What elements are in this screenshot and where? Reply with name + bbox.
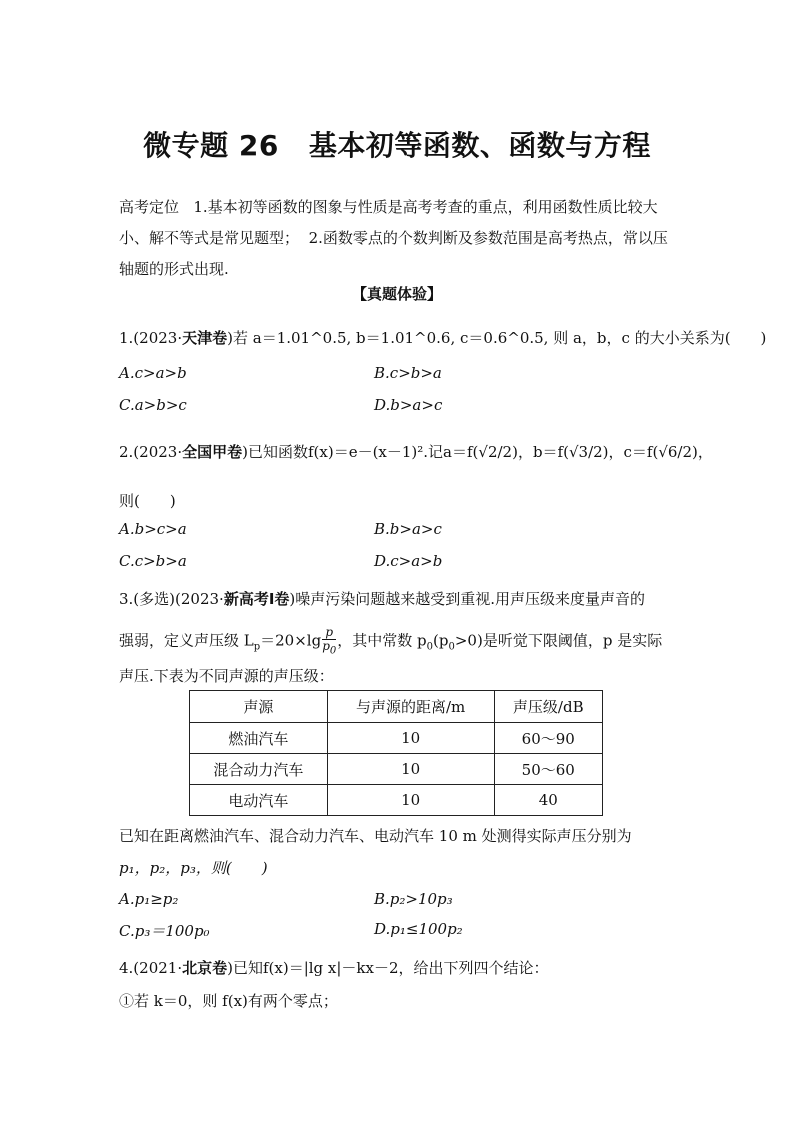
q1-text: )若 a＝1.01^0.5, b＝1.01^0.6, c＝0.6^0.5, 则 a，b，c 的大小关系为( ): [227, 329, 767, 347]
title-main: 基本初等函数、函数与方程: [308, 129, 651, 162]
q3-line-2d: (p: [433, 631, 449, 650]
intro-label: 高考定位: [119, 198, 180, 216]
question-4: [119, 957, 549, 978]
q2-option-b: B.b>a>c: [374, 520, 442, 538]
q3-option-c: C.p₃＝100p₀: [119, 922, 210, 940]
table-row: [190, 785, 603, 816]
q2-tail: 则( ): [119, 492, 176, 510]
table-cell: 40: [494, 785, 602, 816]
q3-line-2a: 强弱，定义声压级 L: [119, 631, 254, 650]
table-header-row: [190, 691, 603, 723]
table-cell: 50～60: [494, 754, 602, 785]
q3-after-1: 已知在距离燃油汽车、混合动力汽车、电动汽车 10 m 处测得实际声压分别为: [119, 827, 632, 845]
q1-option-a: A.c>a>b: [119, 364, 187, 382]
intro-paragraph: [119, 192, 675, 285]
table-cell: 混合动力汽车: [190, 754, 328, 785]
q3-line-2b: ＝20×lg: [260, 631, 322, 650]
q1-option-c: C.a>b>c: [119, 396, 187, 414]
q3-line-2: 强弱，定义声压级 $L_p=20\times\lg$ $\frac{p}{p_0}$ ，其中常数 $p_0(p_0>0)$是听觉下限阈值，p 是实际: [119, 625, 663, 657]
table-cell: 10: [327, 754, 494, 785]
q3-line-2c: ，其中常数 p: [337, 631, 427, 650]
title-prefix: 微专题 26: [143, 129, 279, 162]
q1-option-d: D.b>a>c: [374, 396, 443, 414]
table-row: [190, 754, 603, 785]
q4-number: 4.(2021·: [119, 959, 183, 977]
table-header: 与声源的距离/m: [327, 691, 494, 723]
q2-option-a: A.b>c>a: [119, 520, 187, 538]
q3-line-2f: p 是实际: [602, 631, 663, 650]
q1-option-b: B.c>b>a: [374, 364, 442, 382]
p-over-p0-fraction: $\frac{p}{p_0}$: [322, 625, 337, 657]
table-cell: 燃油汽车: [190, 723, 328, 754]
table-cell: 60～90: [494, 723, 602, 754]
question-2: [119, 441, 713, 462]
section-heading: 【真题体验】: [351, 285, 442, 303]
q1-source: 天津卷: [182, 329, 228, 347]
q3-after-2: p₁，p₂，p₃，则( ): [119, 859, 268, 877]
q3-option-b: B.p₂>10p₃: [374, 890, 453, 908]
q2-option-c: C.c>b>a: [119, 552, 187, 570]
intro-point-1: 1.基本初等函数的图象与性质是高考考查的重点，利用函数性质比较大小、解不等式是常见题型；: [119, 198, 658, 247]
table-header: 声源: [190, 691, 328, 723]
q3-source: 新高考Ⅰ卷: [223, 590, 290, 608]
table-header: 声压级/dB: [494, 691, 602, 723]
question-3: [119, 588, 645, 609]
sound-source-table: [189, 690, 603, 816]
table-row: [190, 723, 603, 754]
table-cell: 电动汽车: [190, 785, 328, 816]
q3-option-a: A.p₁≥p₂: [119, 890, 179, 908]
question-1: [119, 327, 766, 348]
q2-number: 2.(2023·: [119, 443, 183, 461]
q3-line-3: 声压.下表为不同声源的声压级：: [119, 667, 334, 685]
q1-number: 1.(2023·: [119, 329, 183, 347]
table-cell: 10: [327, 723, 494, 754]
q3-option-d: D.p₁≤100p₂: [374, 920, 463, 938]
q4-item-1: ①若 k＝0，则 f(x)有两个零点；: [119, 992, 338, 1010]
q3-line-2e: >0)是听觉下限阈值，: [454, 631, 603, 650]
q2-text: )已知函数f(x)＝e－(x－1)².记a＝f(√2/2)，b＝f(√3/2)，c＝f(√6/2)，: [242, 443, 713, 461]
q3-number: 3.(多选)(2023·: [119, 590, 224, 608]
q2-option-d: D.c>a>b: [374, 552, 443, 570]
q2-source: 全国甲卷: [182, 443, 243, 461]
intro-point-2: 2.函数零点的个数判断及参数范围是高考热点，常以压轴题的形式出现.: [119, 229, 668, 278]
q4-text: )已知f(x)＝|lg x|－kx－2，给出下列四个结论：: [227, 959, 549, 977]
page-title: [0, 124, 794, 164]
q4-source: 北京卷: [182, 959, 228, 977]
q3-line-1: )噪声污染问题越来越受到重视.用声压级来度量声音的: [289, 590, 646, 608]
table-cell: 10: [327, 785, 494, 816]
